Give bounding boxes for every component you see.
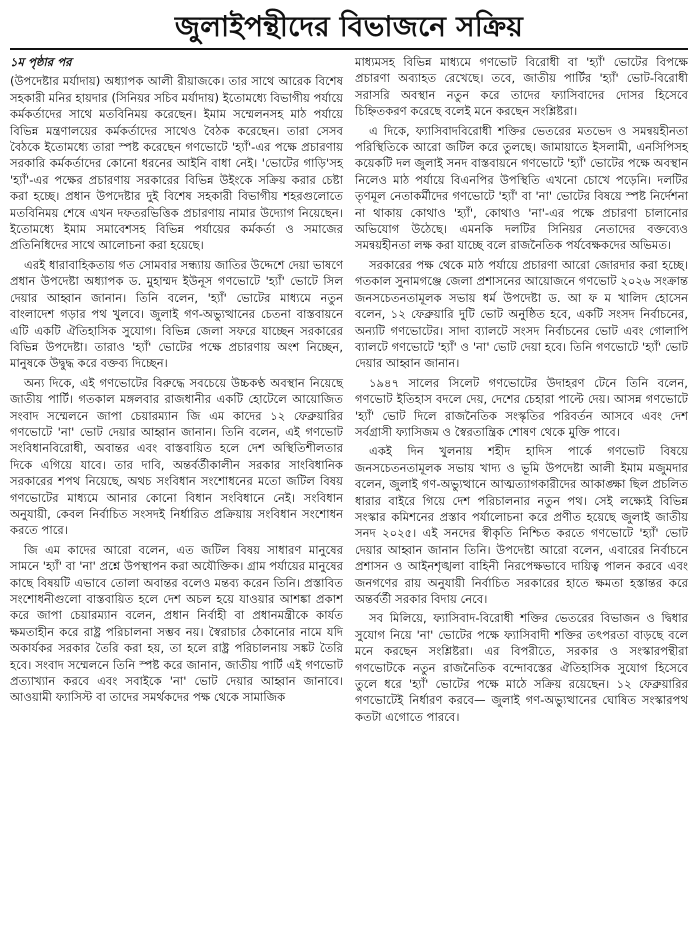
paragraph: (উপদেষ্টার মর্যাদায়) অধ্যাপক আলী রীয়াজকে। তার সাথে আরেক বিশেষ সহকারী মনির হায়দার (সিনিয়র সচিব মর্যাদায়) ইতোমধ্যে বিভাগীয় পর্যায়ে কর্মকর্তাদের সাথে মতবিনিময় করেছেন। ইমাম সম্মেলনসহ মাঠ পর্যায়ে বিভিন্ন মন্ত্রণালয়ের কর্মকর্তাদের সাথেও বৈঠক করেছেন। তারা সেসব বৈঠকে ইতোমধ্যে তারা স্পষ্ট করেছেন গণভোটে 'হ্যাঁ'-এর পক্ষে প্রচারণায় সরকারি কর্মকর্তাদের কোনো ধরনের আইনি বাধা নেই। 'ভোটের গাড়ি'সহ 'হ্যাঁ'-এর পক্ষের প্রচারণায় সরকারের বিভিন্ন উইংকে সক্রিয় করার চেষ্টা করা হচ্ছে। প্রধান উপদেষ্টার দুই বিশেষ সহকারী বিভাগীয় শহরগুলোতে মতবিনিময় শেষে এখন দফতরভিত্তিক প্রচারণায় নামার উদ্যোগ নিয়েছেন। ইতোমধ্যে ইমাম সমাবেশসহ বিভিন্ন পর্যায়ের কর্মকর্তা ও সমাজের প্রতিনিধিদের সাথে আলোচনা করা হয়েছে। — [10, 74, 343, 253]
paragraph: জি এম কাদের আরো বলেন, এত জটিল বিষয় সাধারণ মানুষের সামনে 'হ্যাঁ' বা 'না' প্রশ্নে উপস্থাপন করা অযৌক্তিক। গ্রাম পর্যায়ের মানুষের কাছে বিষয়টি এভাবে তোলা অবান্তর বলেও মন্তব্য করেন তিনি। প্রস্তাবিত সংশোধনীগুলো বাস্তবায়িত হলে দেশ অচল হয়ে যাওয়ার আশঙ্কা প্রকাশ করে জাপা চেয়ারম্যান বলেন, প্রধান নির্বাহী বা প্রধানমন্ত্রীকে কার্যত ক্ষমতাহীন করে রাষ্ট্র পরিচালনা সম্ভব নয়। স্বৈরাচার ঠেকানোর নামে যদি অকার্যকর সরকার তৈরি করা হয়, তা হলে রাষ্ট্র পরিচালনায় সঙ্কট তৈরি হবে। সংবাদ সম্মেলনে তিনি স্পষ্ট করে জানান, জাতীয় পার্টি এই গণভোট প্রত্যাখ্যান করবে এবং সবাইকে 'না' ভোট দেয়ার আহ্বান জানাবে। আওয়ামী ফ্যাসিস্ট বা তাদের সমর্থকদের পক্ষ থেকে সামাজিক — [10, 542, 343, 705]
headline: জুলাইপন্থীদের বিভাজনে সক্রিয় — [174, 10, 524, 43]
article-body — [10, 54, 688, 728]
paragraph: অন্য দিকে, এই গণভোটের বিরুদ্ধে সবচেয়ে উচ্চকণ্ঠ অবস্থান নিয়েছে জাতীয় পার্টি। গতকাল মঙ্গলবার রাজধানীর একটি হোটেলে আয়োজিত সংবাদ সম্মেলনে জাপা চেয়ারম্যান জি এম কাদের ১২ ফেব্রুয়ারির গণভোটে 'না' ভোট দেয়ার আহ্বান জানান। তিনি বলেন, এই গণভোট সংবিধানবিরোধী, অবান্তর এবং বাস্তবায়িত হলে দেশ অস্থিতিশীলতার দিকে এগিয়ে যাবে। তার দাবি, অন্তর্বর্তীকালীন সরকার সাংবিধানিক সরকারের শপথ নিয়েছে, অথচ সংবিধান সংশোধনের মতো জটিল বিষয় গণভোটের মাধ্যমে আনার কোনো বিধান সংবিধানে নেই। সংবিধান অনুযায়ী, কেবল নির্বাচিত সংসদই নির্ধারিত প্রক্রিয়ায় সংবিধান সংশোধন করতে পারে। — [10, 375, 343, 538]
paragraph: একই দিন খুলনায় শহীদ হাদিস পার্কে গণভোট বিষয়ে জনসচেতনতামূলক সভায় খাদ্য ও ভূমি উপদেষ্টা আলী ইমাম মজুমদার বলেন, জুলাই গণ-অভ্যুত্থানে আত্মত্যাগকারীদের আকাঙ্ক্ষা ছিল প্রচলিত ধারার বাইরে গিয়ে দেশ পরিচালনার নতুন পথ। সেই লক্ষ্যেই বিভিন্ন সংস্কার কমিশনের প্রস্তাব পর্যালোচনা করে প্রণীত হয়েছে জুলাই জাতীয় সনদ ২০২৫। এই সনদের স্বীকৃতি নিশ্চিত করতে গণভোটে 'হ্যাঁ' ভোট দেয়ার আহ্বান জানান তিনি। উপদেষ্টা আরো বলেন, এবারের নির্বাচনে প্রশাসন ও আইনশৃঙ্খলা বাহিনী নিরপেক্ষভাবে দায়িত্ব পালন করবে এবং জনগণের রায় অনুযায়ী নির্বাচিত সরকারের হাতে ক্ষমতা হস্তান্তর করে অন্তর্বর্তী সরকার বিদায় নেবে। — [355, 444, 688, 606]
left-column — [10, 54, 343, 728]
headline-rule — [10, 48, 688, 50]
paragraph: ১৯৪৭ সালের সিলেট গণভোটের উদাহরণ টেনে তিনি বলেন, গণভোট ইতিহাস বদলে দেয়, দেশের চেহারা পাল্টে দেয়। আসন্ন গণভোটে 'হ্যাঁ' ভোট দিলে রাজনৈতিক সংস্কৃতির পরিবর্তন আসবে এবং দেশ সর্বগ্রাসী ফ্যাসিজম ও স্বৈরতান্ত্রিক শোষণ থেকে মুক্তি পাবে। — [355, 375, 688, 439]
paragraph: সরকারের পক্ষ থেকে মাঠ পর্যায়ে প্রচারণা আরো জোরদার করা হচ্ছে। গতকাল সুনামগঞ্জে জেলা প্রশাসনের আয়োজনে গণভোট ২০২৬ সংক্রান্ত জনসচেতনতামূলক সভায় ধর্ম উপদেষ্টা ড. আ ফ ম খালিদ হোসেন বলেন, ১২ ফেব্রুয়ারি দুটি ভোট অনুষ্ঠিত হবে, একটি সংসদ নির্বাচনের, অন্যটি গণভোটের। সাদা ব্যালটে সংসদ নির্বাচনের ভোট এবং গোলাপি ব্যালটে গণভোটে 'হ্যাঁ' ও 'না' ভোট দেয়া হবে। তিনি গণভোটে 'হ্যাঁ' ভোট দেয়ার আহ্বান জানান। — [355, 257, 688, 371]
right-column — [355, 54, 688, 728]
paragraph: সব মিলিয়ে, ফ্যাসিবাদ-বিরোধী শক্তির ভেতরের বিভাজন ও দ্বিধার সুযোগ নিয়ে 'না' ভোটের পক্ষে ফ্যাসিবাদী শক্তির তৎপরতা বাড়ছে বলে মনে করছেন সংশ্লিষ্টরা। এর বিপরীতে, সরকার ও সংস্কারপন্থীরা গণভোটকে নতুন রাজনৈতিক বন্দোবস্তের ঐতিহাসিক সুযোগ হিসেবে তুলে ধরে 'হ্যাঁ' ভোটের পক্ষে মাঠে সক্রিয় রয়েছেন। ১২ ফেব্রুয়ারির গণভোটেই নির্ধারণ করবে— জুলাই গণ-অভ্যুত্থানের ঘোষিত সংস্কারপথ কতটা এগোতে পারবে। — [355, 611, 688, 724]
paragraph: এরই ধারাবাহিকতায় গত সোমবার সন্ধ্যায় জাতির উদ্দেশে দেয়া ভাষণে প্রধান উপদেষ্টা অধ্যাপক ড. মুহাম্মদ ইউনূস গণভোটে 'হ্যাঁ' ভোটে সিল দেয়ার আহ্বান জানান। তিনি বলেন, 'হ্যাঁ' ভোটের মাধ্যমে নতুন বাংলাদেশ গড়ার পথ খুলবে। জুলাই গণ-অভ্যুত্থানের চেতনা বাস্তবায়নে এটি একটি ঐতিহাসিক সুযোগ। বিভিন্ন জেলা সফরে যাচ্ছেন সরকারের বিভিন্ন উপদেষ্টা। তারাও 'হ্যাঁ' ভোটের পক্ষে প্রচারণায় অংশ নিচ্ছেন, মানুষকে উদ্বুদ্ধ করে বক্তব্য দিচ্ছেন। — [10, 257, 343, 371]
continued-label: ১ম পৃষ্ঠার পর — [10, 55, 72, 69]
paragraph: এ দিকে, ফ্যাসিবাদবিরোধী শক্তির ভেতরের মতভেদ ও সমন্বয়হীনতা পরিস্থিতিকে আরো জটিল করে তুলছে। জামায়াতে ইসলামী, এনসিপিসহ কয়েকটি দল জুলাই সনদ বাস্তবায়নে গণভোটে 'হ্যাঁ' ভোটের পক্ষে অবস্থান নিলেও মাঠ পর্যায়ে বিএনপির উপস্থিতি এখনো চোখে পড়েনি। দলটির তৃণমূল নেতাকর্মীদের গণভোটে 'হ্যাঁ' বা 'না' ভোটের বিষয়ে স্পষ্ট নির্দেশনা না থাকায় কোথাও 'হ্যাঁ', কোথাও 'না'-এর পক্ষে প্রচারণা চালানোর অভিযোগ উঠেছে। এমনকি দলটির সিনিয়র নেতাদের বক্তব্যেও সমন্বয়হীনতা লক্ষ করা যাচ্ছে বলে রাজনৈতিক পর্যবেক্ষকদের অভিমত। — [355, 123, 688, 253]
paragraph: মাধ্যমসহ বিভিন্ন মাধ্যমে গণভোট বিরোধী বা 'হ্যাঁ' ভোটের বিপক্ষে প্রচারণা অব্যাহত রেখেছে। তবে, জাতীয় পার্টির 'হ্যাঁ' ভোট-বিরোধী সরাসরি অবস্থান নতুন করে তাদের ফ্যাসিবাদের দোসর হিসেবে চিহ্নিতকরণ করেছে বলেই মনে করছেন সংশ্লিষ্টরা। — [355, 55, 688, 119]
